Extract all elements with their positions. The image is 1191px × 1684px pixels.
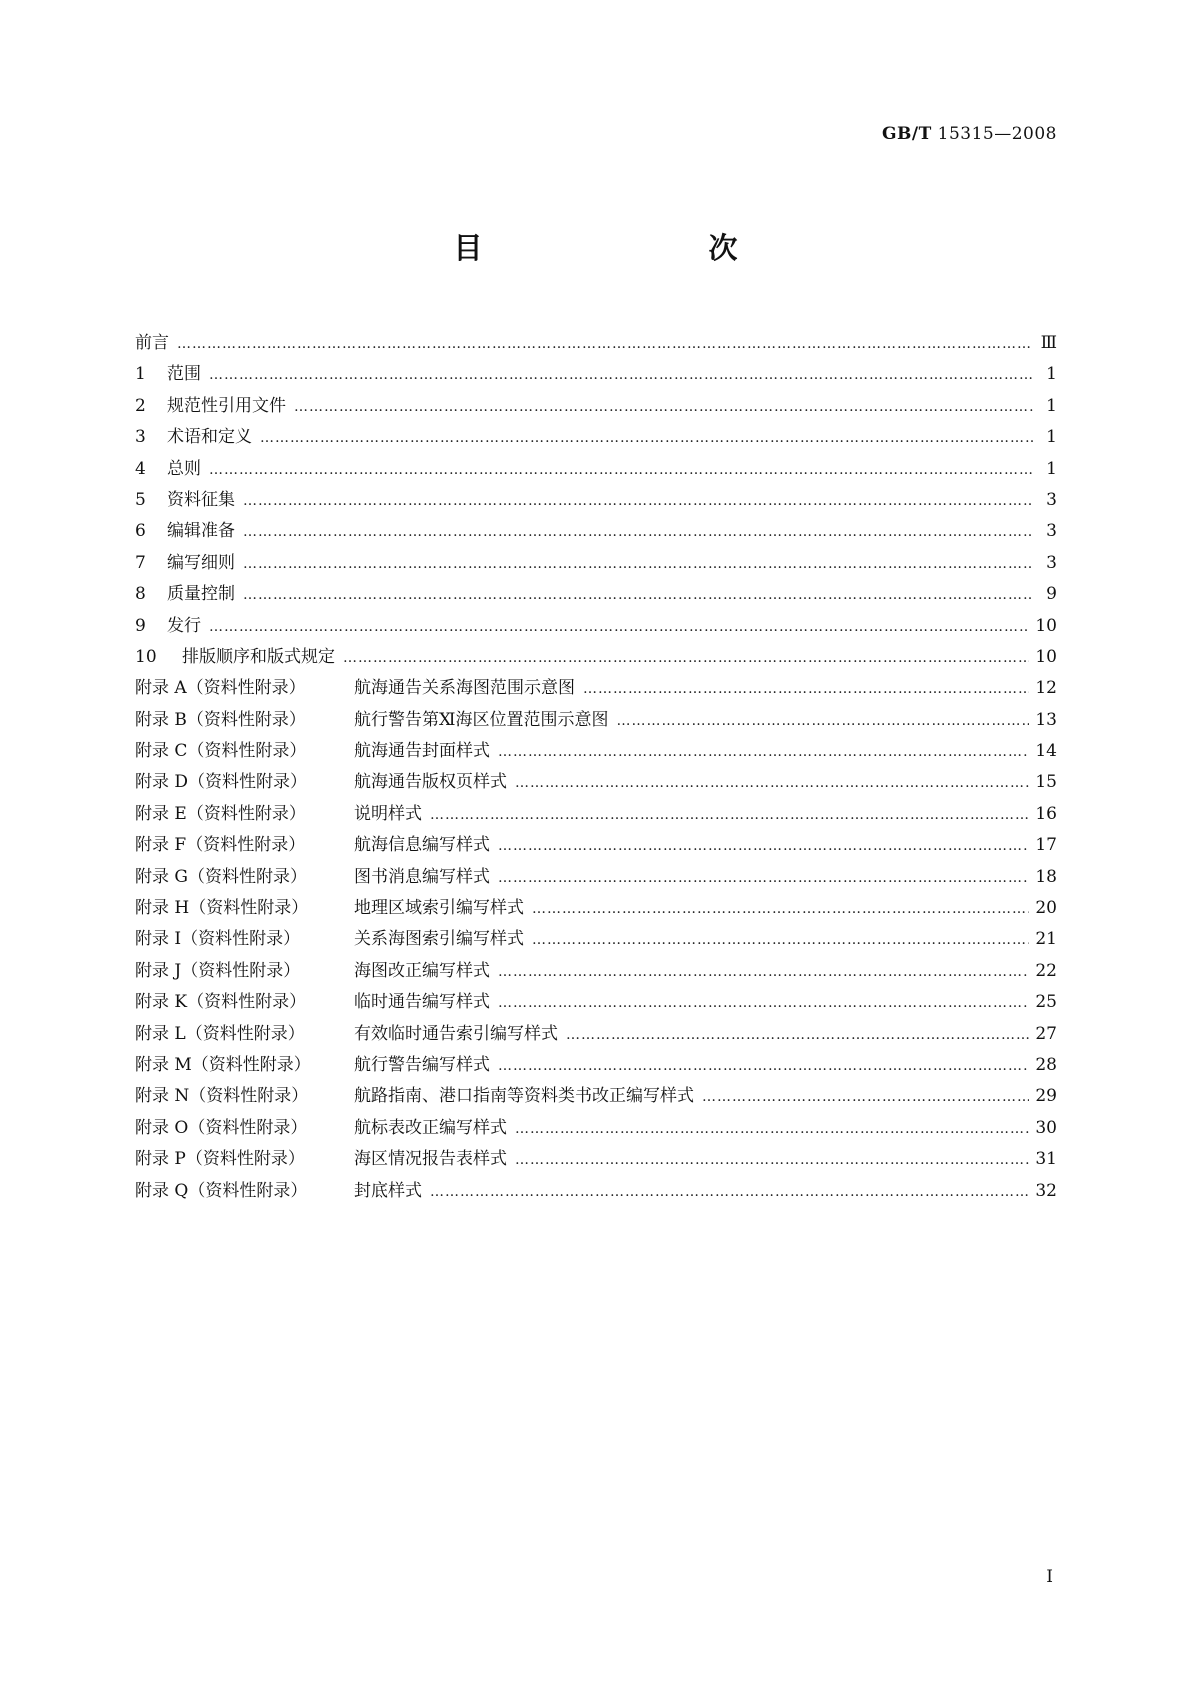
toc-entry-number: 8 (135, 584, 146, 605)
toc-leader-dots (616, 706, 1029, 737)
toc-entry-page: 25 (1035, 992, 1057, 1013)
toc-entry-page: 31 (1035, 1149, 1057, 1170)
toc-leader-dots (209, 360, 1033, 391)
standard-number (882, 124, 1057, 144)
toc-entry-title: 航海通告封面样式 (354, 741, 490, 762)
toc-entry[interactable] (135, 1050, 1057, 1081)
toc-entry[interactable] (135, 705, 1057, 736)
toc-leader-dots (209, 455, 1033, 486)
toc-leader-dots (498, 957, 1029, 988)
toc-entry-number: 附录 A（资料性附录） (135, 678, 306, 699)
toc-entry-page: 12 (1035, 678, 1057, 699)
toc-entry-number: 附录 G（资料性附录） (135, 866, 307, 887)
toc-entry-page: 1 (1046, 427, 1057, 448)
toc-leader-dots (209, 612, 1029, 643)
toc-entry-number: 附录 K（资料性附录） (135, 992, 307, 1013)
toc-entry-title: 总则 (167, 458, 201, 479)
toc-entry-title: 航海通告版权页样式 (354, 772, 507, 793)
toc-entry-page: 28 (1035, 1054, 1057, 1075)
toc-entry-page: 22 (1035, 960, 1057, 981)
toc-entry-number: 附录 L（资料性附录） (135, 1023, 305, 1044)
toc-leader-dots (260, 423, 1033, 454)
toc-entry-title: 航路指南、港口指南等资料类书改正编写样式 (354, 1086, 694, 1107)
toc-entry-page: 32 (1035, 1180, 1057, 1201)
toc-entry-number: 附录 F（资料性附录） (135, 835, 306, 856)
toc-entry-number: 5 (135, 489, 146, 510)
toc-entry[interactable] (135, 359, 1057, 390)
toc-entry-number: 6 (135, 521, 146, 542)
toc-entry-number: 附录 H（资料性附录） (135, 898, 309, 919)
table-of-contents (135, 328, 1057, 1207)
toc-entry[interactable] (135, 548, 1057, 579)
toc-entry-title: 说明样式 (354, 803, 422, 824)
toc-entry-title: 前言 (135, 333, 169, 353)
toc-entry-page: 1 (1046, 458, 1057, 479)
toc-entry-page: 14 (1035, 741, 1057, 762)
toc-entry[interactable] (135, 767, 1057, 798)
toc-entry-title: 发行 (167, 615, 201, 636)
toc-entry[interactable] (135, 673, 1057, 704)
toc-leader-dots (515, 768, 1029, 799)
toc-entry-number: 2 (135, 395, 146, 416)
toc-entry-number: 附录 J（资料性附录） (135, 960, 301, 981)
toc-entry-page: 17 (1035, 835, 1057, 856)
toc-leader-dots (566, 1020, 1029, 1051)
toc-leader-dots (243, 549, 1033, 580)
toc-entry[interactable] (135, 391, 1057, 422)
toc-entry[interactable] (135, 485, 1057, 516)
standard-code: 15315—2008 (937, 124, 1057, 144)
toc-leader-dots (430, 800, 1029, 831)
toc-leader-dots (430, 1177, 1029, 1208)
toc-entry-number: 附录 D（资料性附录） (135, 772, 308, 793)
toc-entry[interactable] (135, 862, 1057, 893)
toc-entry-page: 10 (1035, 646, 1057, 667)
toc-entry-number: 附录 E（资料性附录） (135, 803, 306, 824)
toc-entry-number: 10 (135, 646, 157, 667)
toc-entry-number: 附录 P（资料性附录） (135, 1149, 305, 1170)
toc-leader-dots (243, 517, 1033, 548)
toc-entry-number: 1 (135, 364, 146, 385)
toc-entry-page: 30 (1035, 1117, 1057, 1138)
toc-entry-number: 9 (135, 615, 146, 636)
toc-entry[interactable] (135, 1081, 1057, 1112)
toc-entry-number: 3 (135, 427, 146, 448)
toc-entry-title: 临时通告编写样式 (354, 992, 490, 1013)
toc-entry-page: 3 (1046, 521, 1057, 542)
toc-entry-page: 3 (1046, 489, 1057, 510)
toc-entry-title: 封底样式 (354, 1180, 422, 1201)
toc-entry-title: 排版顺序和版式规定 (182, 646, 335, 667)
toc-entry-page: 18 (1035, 866, 1057, 887)
toc-leader-dots (498, 737, 1029, 768)
toc-entry-title: 航海信息编写样式 (354, 835, 490, 856)
toc-entry[interactable] (135, 893, 1057, 924)
toc-leader-dots (294, 392, 1033, 423)
toc-entry-title: 航行警告第Ⅺ海区位置范围示意图 (354, 709, 609, 730)
toc-leader-dots (243, 580, 1033, 611)
toc-entry-title: 术语和定义 (167, 427, 252, 448)
toc-entry[interactable] (135, 579, 1057, 610)
toc-entry-page: 27 (1035, 1023, 1057, 1044)
page-title: 目 次 (453, 231, 794, 265)
toc-entry-page: 15 (1035, 772, 1057, 793)
toc-entry[interactable] (135, 924, 1057, 955)
toc-entry-title: 关系海图索引编写样式 (354, 929, 524, 950)
toc-entry[interactable] (135, 611, 1057, 642)
toc-entry-title: 资料征集 (167, 489, 235, 510)
toc-leader-dots (532, 925, 1029, 956)
toc-leader-dots (243, 486, 1033, 517)
toc-entry-title: 地理区域索引编写样式 (354, 898, 524, 919)
toc-leader-dots (498, 831, 1029, 862)
toc-leader-dots (583, 674, 1029, 705)
toc-entry[interactable] (135, 799, 1057, 830)
toc-entry[interactable] (135, 956, 1057, 987)
toc-entry[interactable] (135, 1176, 1057, 1207)
toc-entry-page: Ⅲ (1040, 333, 1057, 353)
toc-entry-number: 4 (135, 458, 146, 479)
toc-entry[interactable] (135, 1019, 1057, 1050)
page-number: I (1046, 1567, 1053, 1587)
toc-entry[interactable] (135, 736, 1057, 767)
toc-entry-title: 海图改正编写样式 (354, 960, 490, 981)
toc-entry[interactable] (135, 642, 1057, 673)
toc-entry-number: 附录 M（资料性附录） (135, 1054, 311, 1075)
toc-entry-page: 1 (1046, 395, 1057, 416)
toc-entry-title: 有效临时通告索引编写样式 (354, 1023, 558, 1044)
toc-entry-number: 附录 O（资料性附录） (135, 1117, 308, 1138)
toc-entry-page: 13 (1035, 709, 1057, 730)
toc-entry-title: 航行警告编写样式 (354, 1054, 490, 1075)
toc-leader-dots (532, 894, 1029, 925)
toc-leader-dots (498, 863, 1029, 894)
toc-entry-title: 规范性引用文件 (167, 395, 286, 416)
toc-entry-number: 附录 Q（资料性附录） (135, 1180, 308, 1201)
toc-entry-number: 附录 B（资料性附录） (135, 709, 306, 730)
toc-entry-page: 1 (1046, 364, 1057, 385)
toc-entry-number: 附录 C（资料性附录） (135, 741, 307, 762)
toc-entry-title: 海区情况报告表样式 (354, 1149, 507, 1170)
toc-leader-dots (515, 1145, 1029, 1176)
toc-entry[interactable] (135, 454, 1057, 485)
toc-leader-dots (515, 1114, 1029, 1145)
toc-entry-number: 附录 I（资料性附录） (135, 929, 301, 950)
toc-entry-title: 航海通告关系海图范围示意图 (354, 678, 575, 699)
toc-entry-number: 7 (135, 552, 146, 573)
toc-entry-title: 图书消息编写样式 (354, 866, 490, 887)
toc-entry[interactable] (135, 830, 1057, 861)
toc-entry-title: 编写细则 (167, 552, 235, 573)
standard-prefix: GB/T (882, 124, 932, 144)
toc-entry-page: 10 (1035, 615, 1057, 636)
toc-entry-title: 编辑准备 (167, 521, 235, 542)
toc-entry[interactable] (135, 1144, 1057, 1175)
toc-leader-dots (177, 329, 1033, 360)
toc-leader-dots (498, 988, 1029, 1019)
toc-entry[interactable] (135, 987, 1057, 1018)
toc-entry-title: 范围 (167, 364, 201, 385)
toc-entry[interactable] (135, 1113, 1057, 1144)
toc-entry-page: 9 (1046, 584, 1057, 605)
toc-leader-dots (343, 643, 1029, 674)
toc-entry-page: 29 (1035, 1086, 1057, 1107)
toc-entry-page: 3 (1046, 552, 1057, 573)
toc-entry-title: 质量控制 (167, 584, 235, 605)
toc-leader-dots (702, 1082, 1029, 1113)
toc-entry-title: 航标表改正编写样式 (354, 1117, 507, 1138)
toc-entry-page: 20 (1035, 898, 1057, 919)
toc-entry[interactable] (135, 422, 1057, 453)
toc-leader-dots (498, 1051, 1029, 1082)
toc-entry[interactable] (135, 328, 1057, 359)
toc-entry-page: 21 (1035, 929, 1057, 950)
toc-entry-number: 附录 N（资料性附录） (135, 1086, 309, 1107)
toc-entry-page: 16 (1035, 803, 1057, 824)
toc-entry[interactable] (135, 516, 1057, 547)
